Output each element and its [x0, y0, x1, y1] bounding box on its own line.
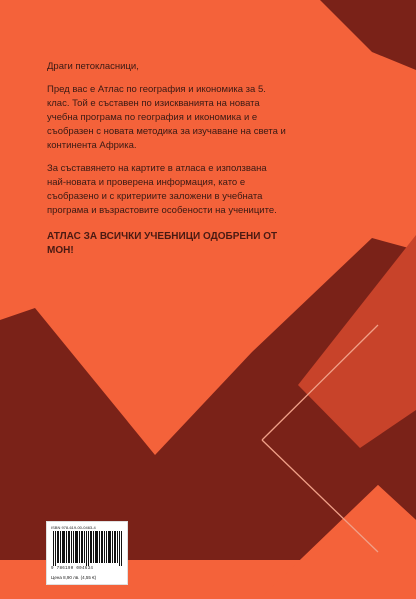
approval-headline: АТЛАС ЗА ВСИЧКИ УЧЕБНИЦИ ОДОБРЕНИ ОТ МОН! [47, 231, 278, 256]
maps-paragraph: За съставянето на картите в атласа е използвана най-новата и проверена информация, като е съобразено и с критериите заложени в учебната програма и възрастовите особености на учениците. [47, 163, 277, 216]
intro-paragraph: Пред вас е Атлас по география и икономика за 5. клас. Той е съставен по изискванията на новата учебна програма по география и икономика и е съобразен с новата методика за изучаване на света и континента Африка. [47, 84, 286, 151]
isbn-number: ISBN 978-619-00-0463-4 [51, 525, 96, 530]
price-label: Цена 8,90 лв. (4,55 €) [51, 575, 97, 580]
back-cover-text [47, 60, 287, 258]
greeting: Драги петокласници, [47, 61, 139, 72]
barcode-bars [53, 531, 123, 566]
barcode-label [46, 521, 128, 585]
ean-digits: 9 786190 004634 [51, 567, 94, 571]
